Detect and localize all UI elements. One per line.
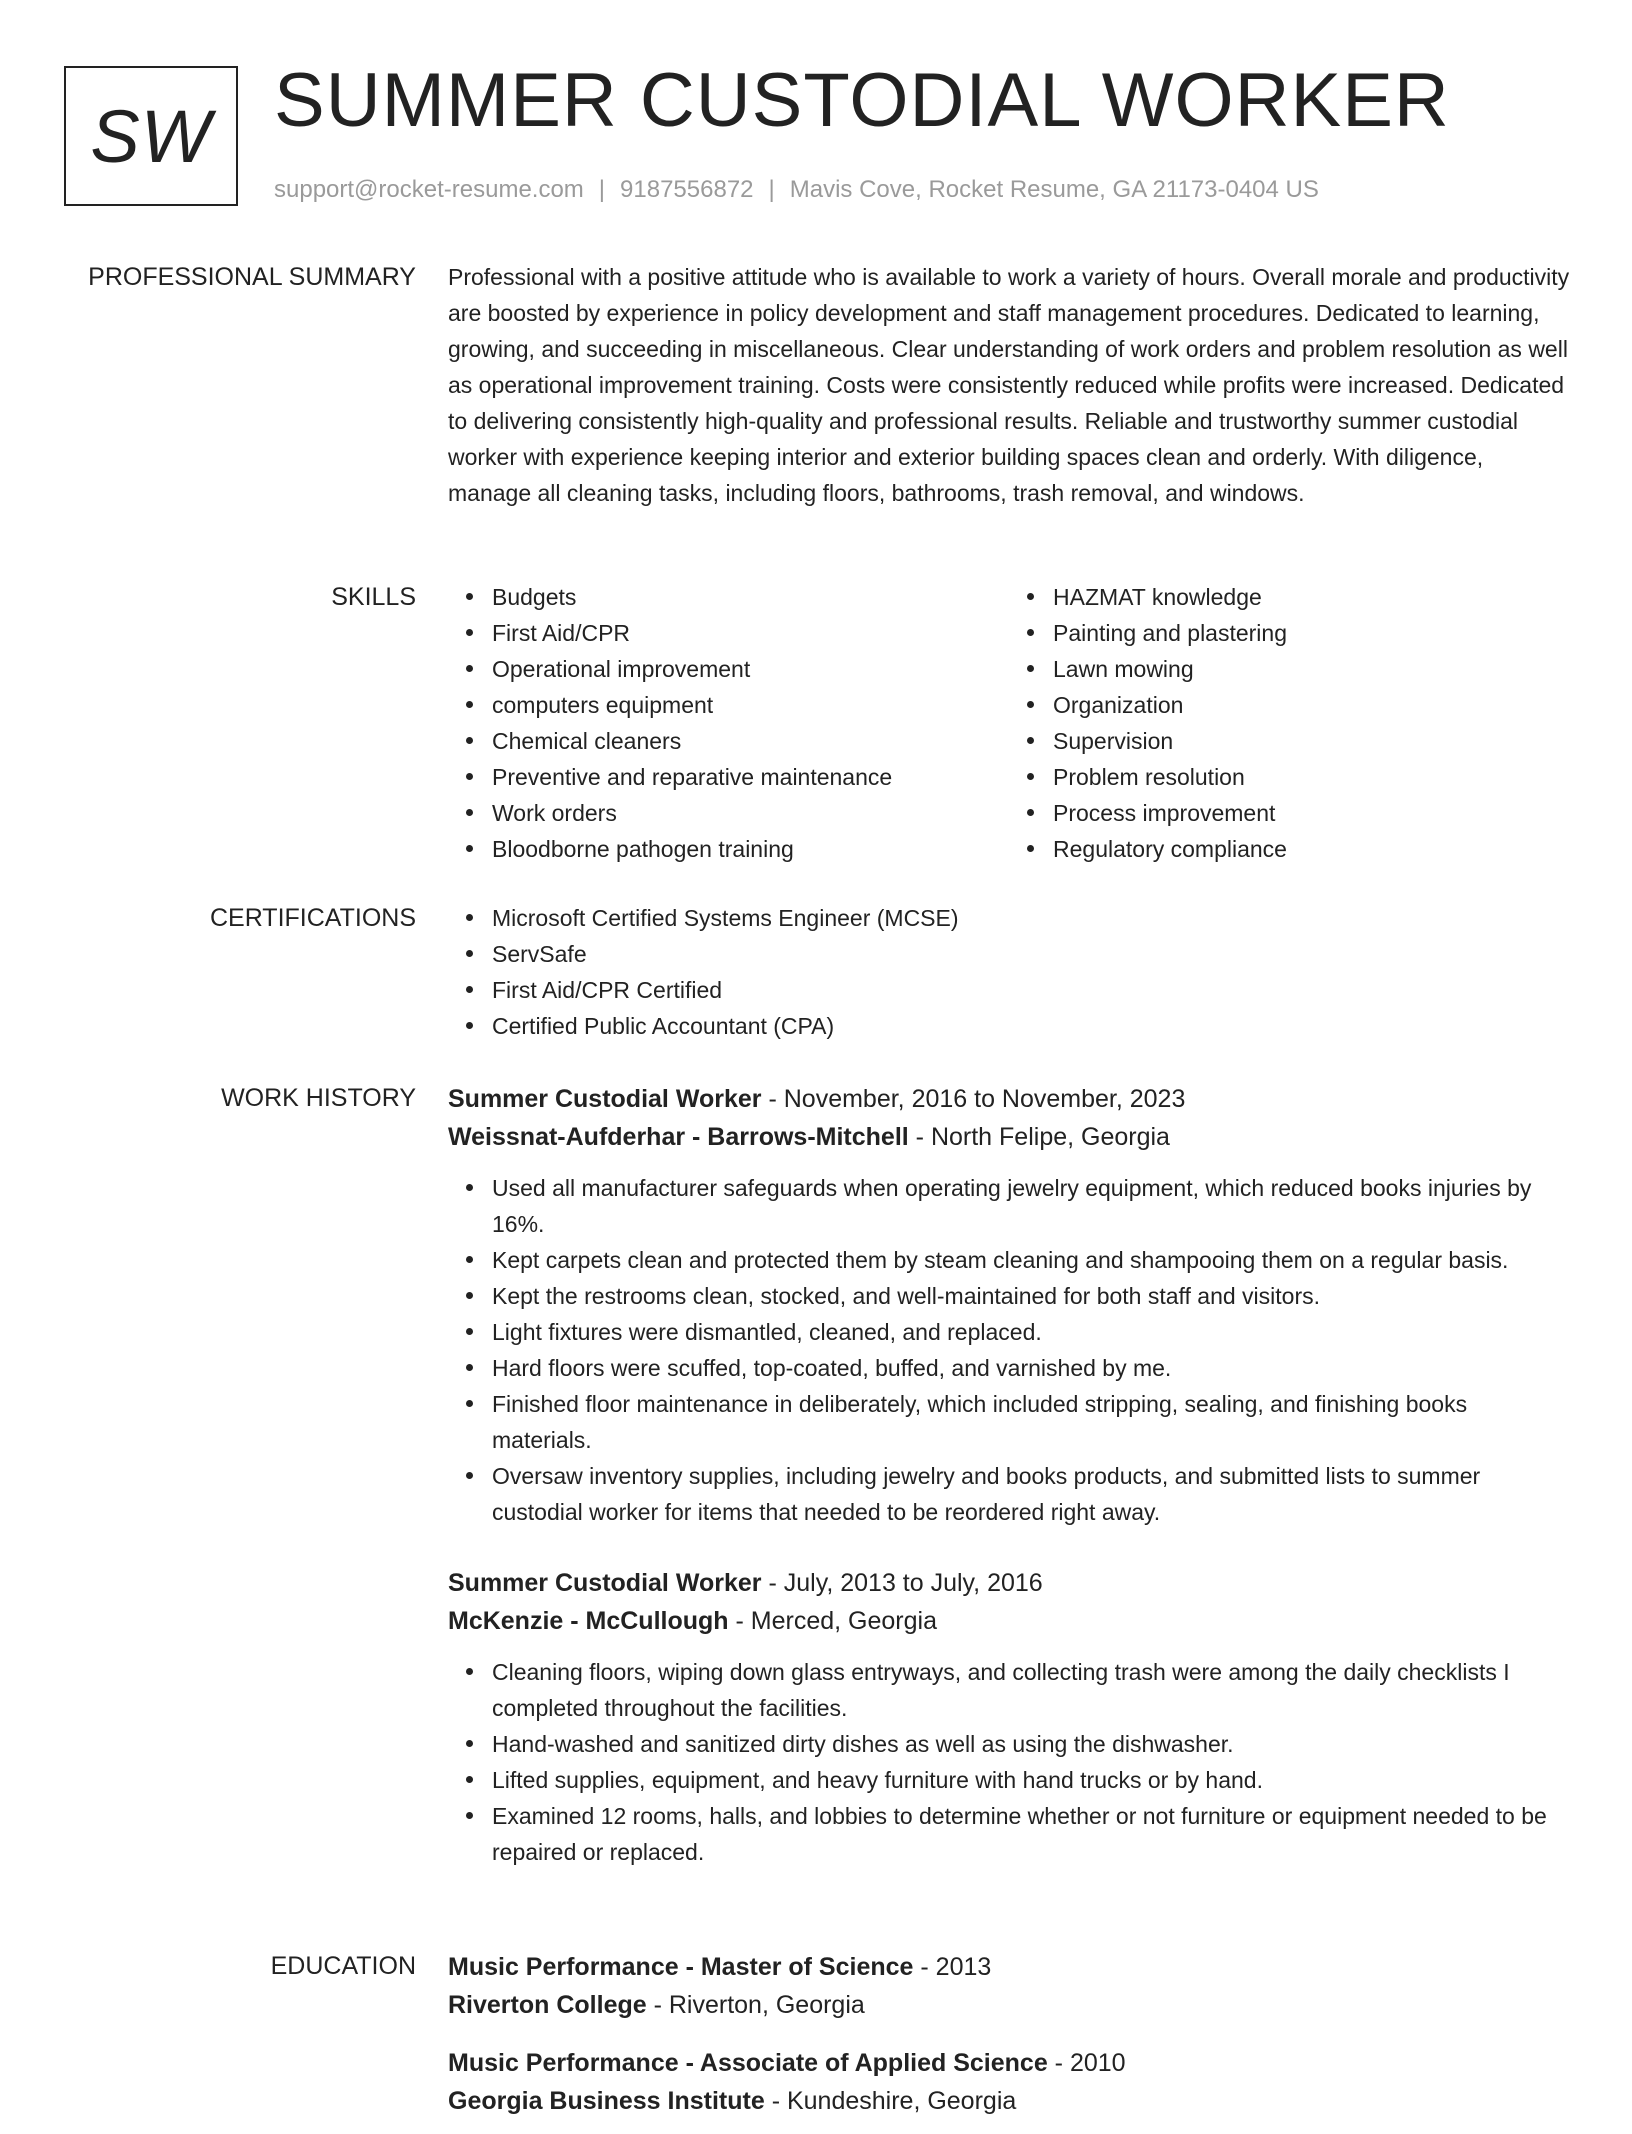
skill-item: Process improvement [1053,795,1570,831]
education-entry [448,1948,1570,2024]
certification-item: Certified Public Accountant (CPA) [492,1008,1570,1044]
job-company: McKenzie - McCullough [448,1607,729,1635]
job-entry [448,1080,1570,1530]
section-label-skills: SKILLS [331,583,416,611]
job-bullet: Oversaw inventory supplies, including jewelry and books products, and submitted lists to summer custodial worker for items that needed to be reordered right away. [492,1458,1570,1530]
skill-item: Budgets [492,579,1009,615]
job-bullet: Hand-washed and sanitized dirty dishes as well as using the dishwasher. [492,1726,1570,1762]
skill-item: First Aid/CPR [492,615,1009,651]
skill-item: Supervision [1053,723,1570,759]
certification-item: ServSafe [492,936,1570,972]
contact-line [274,174,1319,206]
job-bullet: Finished floor maintenance in deliberately, which included stripping, sealing, and finishing books materials. [492,1386,1570,1458]
skill-item: Operational improvement [492,651,1009,687]
skills-list-left [448,579,1009,867]
job-company-line [448,1602,1570,1640]
skill-item: Bloodborne pathogen training [492,831,1009,867]
job-title: Summer Custodial Worker [448,1085,762,1113]
job-bullet: Lifted supplies, equipment, and heavy furniture with hand trucks or by hand. [492,1762,1570,1798]
contact-email: support@rocket-resume.com [274,176,584,203]
certifications-list [448,900,1570,1044]
skill-item: computers equipment [492,687,1009,723]
resume-name: SUMMER CUSTODIAL WORKER [274,58,1450,143]
job-title-line [448,1564,1570,1602]
skill-item: Lawn mowing [1053,651,1570,687]
section-label-work-history: WORK HISTORY [221,1084,416,1112]
skill-item: Organization [1053,687,1570,723]
skill-item: Painting and plastering [1053,615,1570,651]
summary-text: Professional with a positive attitude who is available to work a variety of hours. Overall morale and productivity are boosted by experience in policy development and staff management procedures. Dedicated to learning, growing, and succeeding in miscellaneous. Clear understanding of work orders and problem resolution as well as operational improvement training. Costs were consistently reduced while profits were increased. Dedicated to delivering consistently high-quality and professional results. Reliable and trustworthy summer custodial worker with experience keeping interior and exterior building spaces clean and orderly. With diligence, manage all cleaning tasks, including floors, bathrooms, trash removal, and windows. [448,264,1570,506]
degree: Music Performance - Associate of Applied Science [448,2049,1048,2077]
job-bullets [448,1170,1570,1530]
school-location: - Riverton, Georgia [646,1991,865,2019]
job-bullet: Kept carpets clean and protected them by steam cleaning and shampooing them on a regular basis. [492,1242,1570,1278]
job-bullet: Hard floors were scuffed, top-coated, buffed, and varnished by me. [492,1350,1570,1386]
skill-item: Preventive and reparative maintenance [492,759,1009,795]
certification-item: First Aid/CPR Certified [492,972,1570,1008]
section-label-education: EDUCATION [270,1952,416,1980]
job-bullet: Kept the restrooms clean, stocked, and well-maintained for both staff and visitors. [492,1278,1570,1314]
job-dates: - November, 2016 to November, 2023 [761,1085,1186,1113]
job-company-line [448,1118,1570,1156]
education-entry [448,2044,1570,2120]
school: Georgia Business Institute [448,2087,765,2115]
contact-address: Mavis Cove, Rocket Resume, GA 21173-0404 US [789,176,1319,203]
job-bullets [448,1654,1570,1870]
school-line [448,2082,1570,2120]
certification-item: Microsoft Certified Systems Engineer (MCSE) [492,900,1570,936]
degree-line [448,1948,1570,1986]
section-label-certifications: CERTIFICATIONS [209,904,416,932]
job-entry [448,1564,1570,1870]
degree-line [448,2044,1570,2082]
job-bullet: Light fixtures were dismantled, cleaned, and replaced. [492,1314,1570,1350]
job-title: Summer Custodial Worker [448,1569,762,1597]
job-bullet: Examined 12 rooms, halls, and lobbies to determine whether or not furniture or equipment needed to be repaired or replaced. [492,1798,1570,1870]
job-location: - North Felipe, Georgia [908,1123,1170,1151]
school: Riverton College [448,1991,647,2019]
degree-year: - 2010 [1047,2049,1126,2077]
monogram-logo: SW [64,66,238,206]
school-line [448,1986,1570,2024]
contact-phone: 9187556872 [620,176,754,203]
skill-item: Work orders [492,795,1009,831]
skill-item: Regulatory compliance [1053,831,1570,867]
job-bullet: Cleaning floors, wiping down glass entryways, and collecting trash were among the daily checklists I completed throughout the facilities. [492,1654,1570,1726]
contact-separator: | [768,176,775,203]
school-location: - Kundeshire, Georgia [764,2087,1017,2115]
contact-separator: | [598,176,606,203]
skill-item: Chemical cleaners [492,723,1009,759]
job-bullet: Used all manufacturer safeguards when operating jewelry equipment, which reduced books injuries by 16%. [492,1170,1570,1242]
skill-item: Problem resolution [1053,759,1570,795]
job-title-line [448,1080,1570,1118]
degree: Music Performance - Master of Science [448,1953,914,1981]
job-company: Weissnat-Aufderhar - Barrows-Mitchell [448,1123,909,1151]
section-label-summary: PROFESSIONAL SUMMARY [88,263,416,291]
job-location: - Merced, Georgia [728,1607,937,1635]
skills-list-right [1009,579,1570,867]
skill-item: HAZMAT knowledge [1053,579,1570,615]
job-dates: - July, 2013 to July, 2016 [761,1569,1043,1597]
degree-year: - 2013 [913,1953,992,1981]
